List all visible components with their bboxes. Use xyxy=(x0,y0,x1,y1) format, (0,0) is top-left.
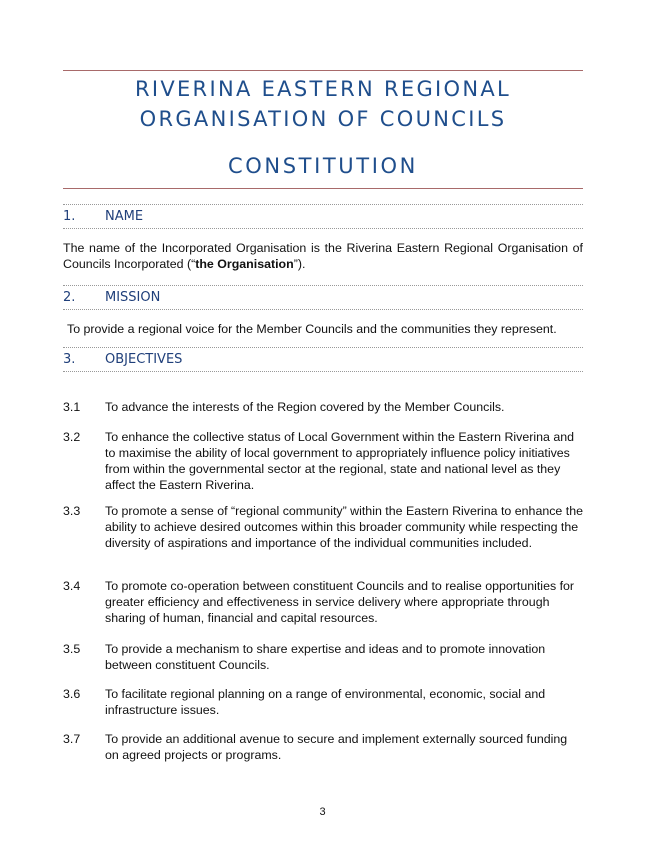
objective-number: 3.7 xyxy=(63,732,81,746)
section-3-label: OBJECTIVES xyxy=(105,352,183,367)
section-2-top-rule xyxy=(63,285,583,286)
section-2-text: To provide a regional voice for the Member Councils and the communities they represent. xyxy=(67,322,557,336)
section-1-number: 1. xyxy=(63,209,76,224)
objective-text: To facilitate regional planning on a range of environmental, economic, social and infrastructure issues. xyxy=(105,687,546,717)
objective-text: To enhance the collective status of Local Government within the Eastern Riverina and to maximise the ability of local government to appropriately influence policy initiatives from within the governmental sector at the regional, state and national level as they affect the Eastern Riverina. xyxy=(105,430,575,492)
section-1-bottom-rule xyxy=(63,228,583,229)
objective-number: 3.4 xyxy=(63,579,81,593)
page-number: 3 xyxy=(319,806,326,818)
section-2-bottom-rule xyxy=(63,309,583,310)
objective-number: 3.5 xyxy=(63,642,81,656)
section-1-text-start: The name of the Incorporated Organisation is the Riverina Eastern Regional Organisation of Councils Incorporated (“ xyxy=(63,241,583,271)
section-1-text xyxy=(63,240,583,272)
section-3-top-rule xyxy=(63,347,583,348)
objective-number: 3.3 xyxy=(63,504,81,518)
objective-text: To promote co-operation between constituent Councils and to realise opportunities for greater efficiency and effectiveness in service delivery where appropriate through sharing of human, financial and capital resources. xyxy=(105,579,575,625)
objective-text: To provide an additional avenue to secure and implement externally sourced funding on agreed projects or programs. xyxy=(105,732,568,762)
section-2-label: MISSION xyxy=(105,290,161,305)
section-3-number: 3. xyxy=(63,352,76,367)
objective-number: 3.6 xyxy=(63,687,81,701)
section-3-bottom-rule xyxy=(63,371,583,372)
title-top-rule xyxy=(63,70,583,71)
section-1-text-bold: the Organisation xyxy=(195,257,294,271)
section-2-number: 2. xyxy=(63,290,76,305)
document-subtitle: CONSTITUTION xyxy=(228,154,418,178)
section-1-label: NAME xyxy=(105,209,144,224)
section-1-text-end: ”). xyxy=(293,257,306,271)
objective-text: To promote a sense of “regional community” within the Eastern Riverina to enhance the ability to achieve desired outcomes within this broader community while respecting the diversity of aspirations and importance of the individual communities included. xyxy=(105,504,583,550)
title-line-1: RIVERINA EASTERN REGIONAL xyxy=(134,77,512,101)
title-bottom-rule xyxy=(63,188,583,189)
objective-text: To advance the interests of the Region covered by the Member Councils. xyxy=(105,400,505,414)
objective-text: To provide a mechanism to share expertise and ideas and to promote innovation between constituent Councils. xyxy=(105,642,546,672)
objective-number: 3.2 xyxy=(63,430,81,444)
section-1-top-rule xyxy=(63,204,583,205)
title-line-2: ORGANISATION OF COUNCILS xyxy=(139,107,507,131)
objective-number: 3.1 xyxy=(63,400,81,414)
